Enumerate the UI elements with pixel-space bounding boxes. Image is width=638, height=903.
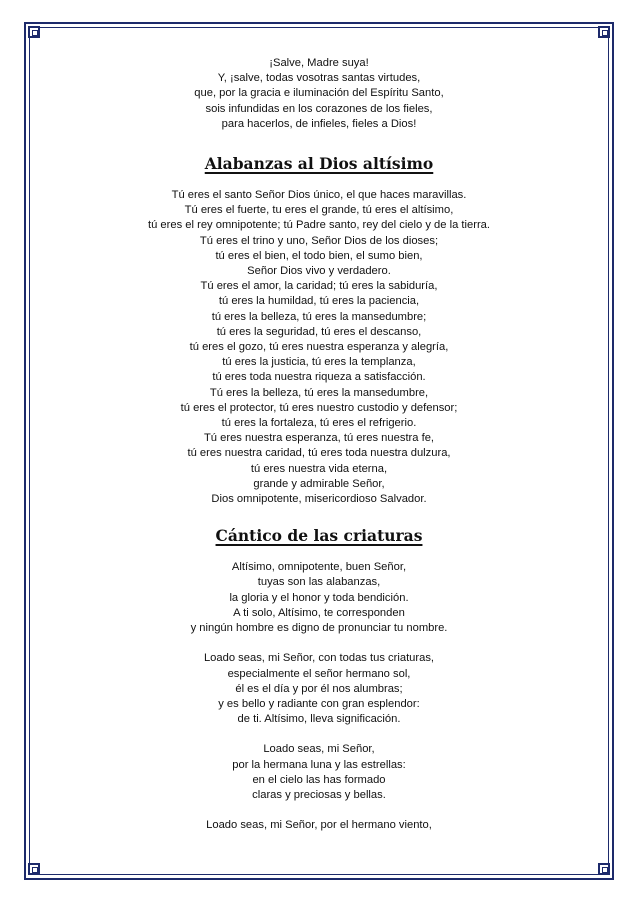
text-line: Tú eres el santo Señor Dios único, el que haces maravillas. [171, 189, 467, 202]
text-line: tú eres toda nuestra riqueza a satisfacción. [212, 371, 426, 384]
text-line: Altísimo, omnipotente, buen Señor, [231, 561, 407, 574]
poem-block [32, 560, 606, 833]
text-line: tú eres la belleza, tú eres la mansedumbre; [211, 310, 427, 323]
text-line: tú eres la seguridad, tú eres el descanso, [216, 325, 422, 338]
text-line: tú eres nuestra caridad, tú eres toda nuestra dulzura, [187, 447, 451, 460]
text-line: de ti. Altísimo, lleva significación. [237, 713, 401, 726]
text-line: tú eres la fortaleza, tú eres el refrigerio. [221, 417, 417, 430]
text-line: sois infundidas en los corazones de los fieles, [205, 102, 433, 115]
text-line: y ningún hombre es digno de pronunciar tu nombre. [190, 622, 448, 635]
text-line: Tú eres el trino y uno, Señor Dios de los dioses; [199, 234, 439, 247]
text-line: Loado seas, mi Señor, con todas tus criaturas, [203, 652, 435, 665]
text-line: tú eres el gozo, tú eres nuestra esperanza y alegría, [189, 341, 449, 354]
text-line: para hacerlos, de infieles, fieles a Dios! [221, 117, 417, 130]
document-page [32, 56, 606, 833]
text-line: tú eres el bien, el todo bien, el sumo bien, [215, 249, 423, 262]
text-line: Dios omnipotente, misericordioso Salvador. [211, 493, 427, 506]
text-line: Tú eres el fuerte, tu eres el grande, tú eres el altísimo, [184, 204, 454, 217]
text-line: tú eres la justicia, tú eres la templanza, [222, 356, 416, 369]
text-line: tú eres nuestra vida eterna, [250, 462, 388, 475]
stanza-gap [32, 727, 606, 742]
poem-block [32, 188, 606, 507]
text-line: Loado seas, mi Señor, por el hermano viento, [206, 819, 432, 832]
corner-ornament [28, 863, 40, 875]
text-line: él es el día y por él nos alumbras; [235, 682, 403, 695]
text-line: claras y preciosas y bellas. [252, 788, 386, 801]
text-line: que, por la gracia e iluminación del Espíritu Santo, [194, 87, 444, 100]
intro-block [32, 56, 606, 132]
text-line: grande y admirable Señor, [253, 477, 385, 490]
text-line: la gloria y el honor y toda bendición. [229, 591, 409, 604]
text-line: tú eres el rey omnipotente; tú Padre santo, rey del cielo y de la tierra. [147, 219, 491, 232]
text-line: en el cielo las has formado [252, 773, 386, 786]
text-line: Tú eres la belleza, tú eres la mansedumbre, [209, 386, 429, 399]
text-line: ¡Salve, Madre suya! [269, 57, 369, 69]
section-heading: Alabanzas al Dios altísimo [204, 154, 434, 174]
text-line: Loado seas, mi Señor, [263, 743, 375, 756]
section-heading: Cántico de las criaturas [215, 526, 423, 546]
text-line: Tú eres el amor, la caridad; tú eres la sabiduría, [200, 280, 438, 293]
stanza-gap [32, 636, 606, 651]
text-line: y es bello y radiante con gran esplendor: [218, 697, 420, 710]
text-line: tú eres el protector, tú eres nuestro custodio y defensor; [180, 401, 458, 414]
corner-ornament [598, 863, 610, 875]
text-line: Señor Dios vivo y verdadero. [247, 265, 391, 278]
text-line: tuyas son las alabanzas, [257, 576, 381, 589]
corner-ornament [598, 26, 610, 38]
text-line: Tú eres nuestra esperanza, tú eres nuestra fe, [203, 432, 435, 445]
text-line: A ti solo, Altísimo, te corresponden [233, 606, 405, 619]
text-line: tú eres la humildad, tú eres la paciencia, [218, 295, 420, 308]
text-line: especialmente el señor hermano sol, [227, 667, 411, 680]
text-line: Y, ¡salve, todas vosotras santas virtudes, [217, 72, 421, 85]
stanza-gap [32, 803, 606, 818]
text-line: por la hermana luna y las estrellas: [232, 758, 406, 771]
corner-ornament [28, 26, 40, 38]
